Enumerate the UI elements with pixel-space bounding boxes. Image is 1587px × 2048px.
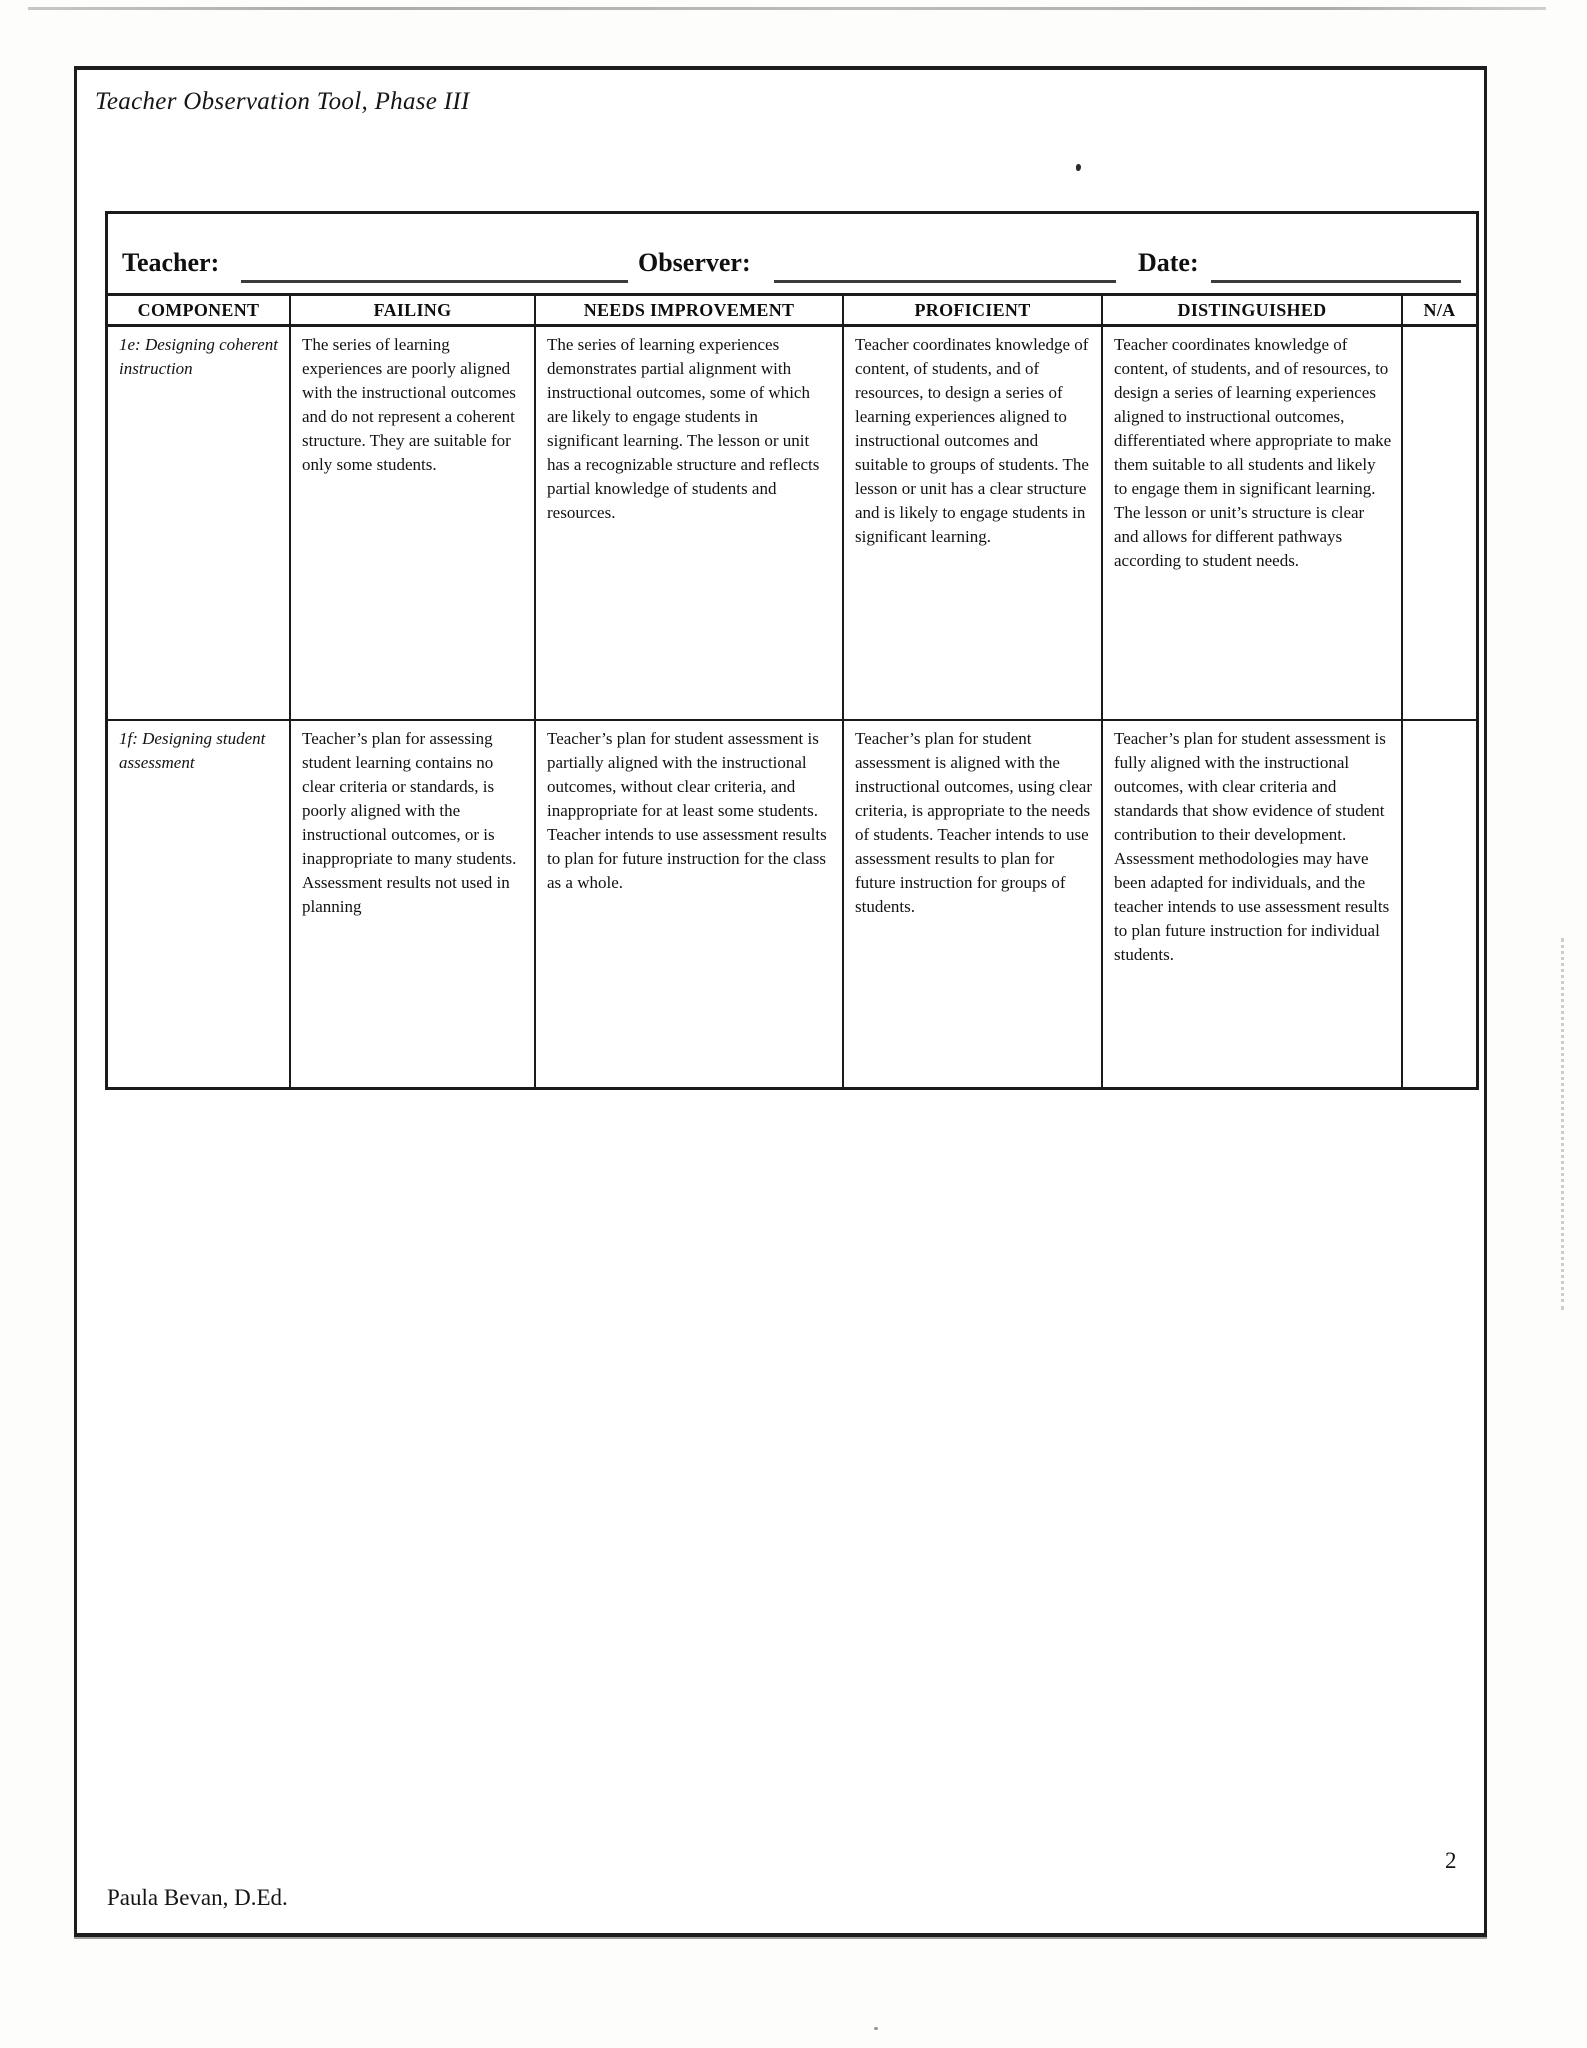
- scan-artifact-dotted-line: [1561, 938, 1564, 1310]
- date-field: [1211, 254, 1461, 283]
- rubric-table: [105, 211, 1479, 1090]
- table-row-1e: [108, 327, 1476, 719]
- observer-label: Observer:: [638, 248, 751, 277]
- cell-1e-failing: The series of learning experiences are poorly aligned with the instructional outcomes and do not represent a coherent structure. They are suitable for only some students.: [291, 327, 536, 719]
- header-cell-component: COMPONENT: [108, 296, 291, 324]
- cell-1f-proficient: Teacher’s plan for student assessment is aligned with the instructional outcomes, using clear criteria, is appropriate to the needs of students. Teacher intends to use assessment results to plan for future instruction for groups of students.: [844, 721, 1103, 1087]
- teacher-field: [241, 254, 628, 283]
- scan-artifact-topline: [28, 7, 1546, 10]
- cell-1f-component: 1f: Designing student assessment: [108, 721, 291, 1087]
- page-title: Teacher Observation Tool, Phase III: [95, 88, 470, 115]
- header-cell-needs-improvement: NEEDS IMPROVEMENT: [536, 296, 844, 324]
- cell-1f-failing: Teacher’s plan for assessing student learning contains no clear criteria or standards, is poorly aligned with the instructional outcomes, or is inappropriate to many students. Assessment results not used in planning: [291, 721, 536, 1087]
- cell-1e-needs-improvement: The series of learning experiences demonstrates partial alignment with instructional outcomes, some of which are likely to engage students in significant learning. The lesson or unit has a recognizable structure and reflects partial knowledge of students and resources.: [536, 327, 844, 719]
- header-cell-distinguished: DISTINGUISHED: [1103, 296, 1403, 324]
- cell-1f-distinguished: Teacher’s plan for student assessment is fully aligned with the instructional outcomes, with clear criteria and standards that show evidence of student contribution to their development. Assessment methodologies may have been adapted for individuals, and the teacher intends to use assessment results to plan future instruction for individual students.: [1103, 721, 1403, 1087]
- teacher-label: Teacher:: [122, 248, 220, 277]
- table-header-row: [108, 296, 1476, 327]
- cell-1e-distinguished: Teacher coordinates knowledge of content, of students, and of resources, to design a series of learning experiences aligned to instructional outcomes, differentiated where appropriate to make them suitable to all students and likely to engage them in significant learning. The lesson or unit’s structure is clear and allows for different pathways according to student needs.: [1103, 327, 1403, 719]
- page-border: [74, 66, 1487, 1937]
- cell-1f-needs-improvement: Teacher’s plan for student assessment is partially aligned with the instructional outcomes, without clear criteria, and inappropriate for at least some students. Teacher intends to use assessment results to plan for future instruction for the class as a whole.: [536, 721, 844, 1087]
- cell-1f-na: [1403, 721, 1476, 1087]
- cell-1e-component: 1e: Designing coherent instruction: [108, 327, 291, 719]
- form-header-band: [108, 214, 1476, 296]
- observer-field: [774, 254, 1116, 283]
- header-cell-failing: FAILING: [291, 296, 536, 324]
- cell-1e-na: [1403, 327, 1476, 719]
- scan-artifact-dot: [874, 2027, 878, 2030]
- scan-artifact-bullet: [1076, 164, 1081, 171]
- header-cell-na: N/A: [1423, 300, 1456, 320]
- table-row-1f: [108, 719, 1476, 1087]
- date-label: Date:: [1138, 248, 1199, 277]
- page-number: 2: [1445, 1848, 1457, 1873]
- document-author: Paula Bevan, D.Ed.: [107, 1885, 288, 1910]
- cell-1e-proficient: Teacher coordinates knowledge of content, of students, and of resources, to design a series of learning experiences aligned to instructional outcomes and suitable to groups of students. The lesson or unit has a clear structure and is likely to engage students in significant learning.: [844, 327, 1103, 719]
- header-cell-proficient: PROFICIENT: [844, 296, 1103, 324]
